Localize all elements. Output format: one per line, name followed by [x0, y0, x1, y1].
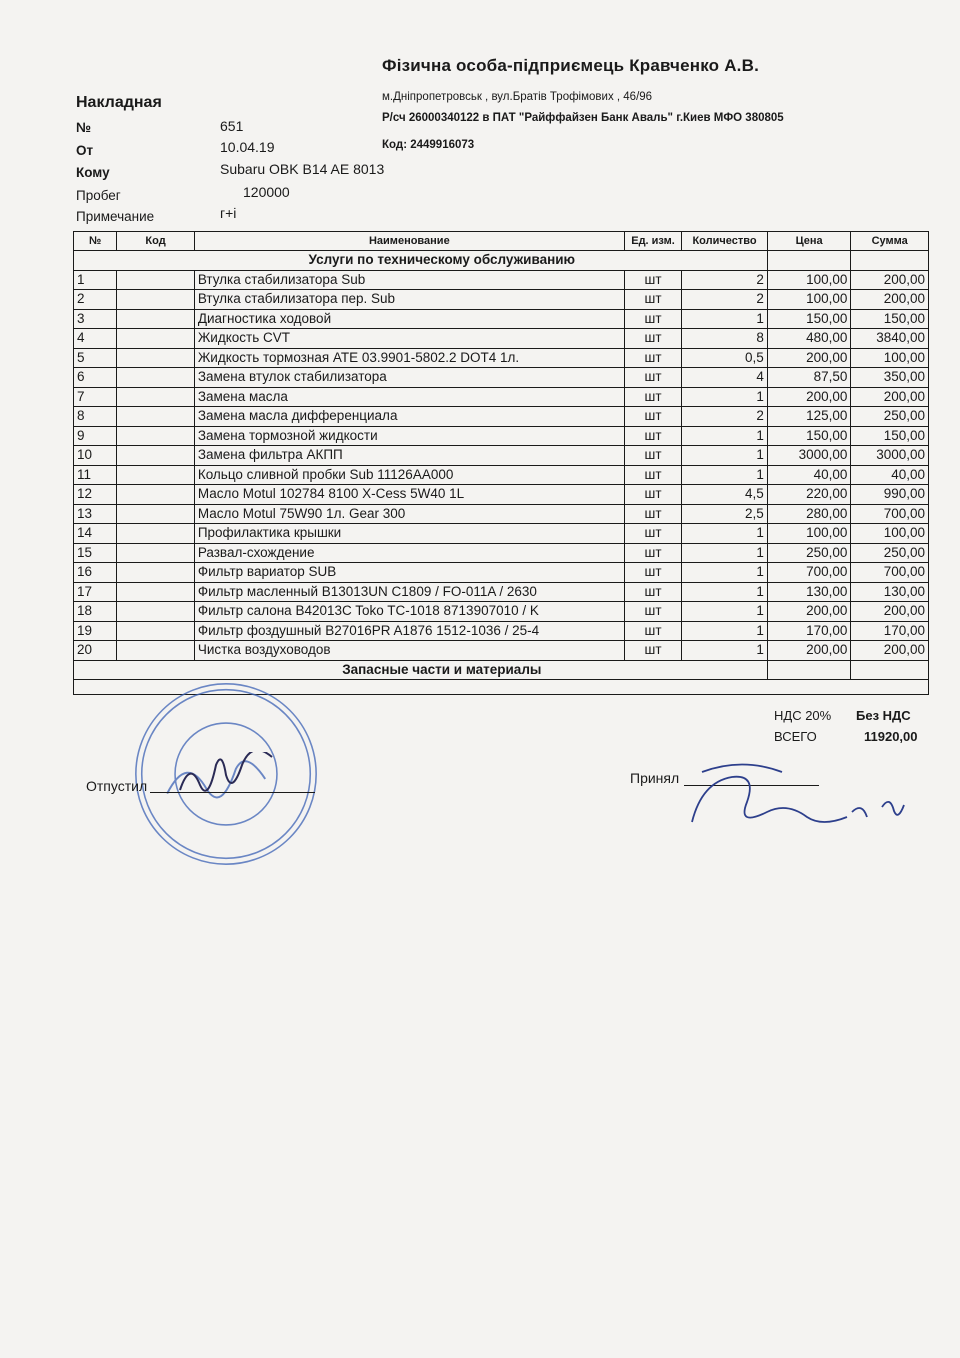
row-code	[117, 524, 195, 544]
row-unit: шт	[624, 621, 681, 641]
table-row	[74, 563, 929, 583]
row-number: 10	[74, 446, 117, 466]
table-row	[74, 407, 929, 427]
row-name: Фильтр фоздушный B27016PR A1876 1512-1036 / 25-4	[194, 621, 624, 641]
row-code	[117, 621, 195, 641]
row-number: 5	[74, 348, 117, 368]
row-sum: 200,00	[851, 602, 929, 622]
table-row	[74, 387, 929, 407]
row-unit: шт	[624, 309, 681, 329]
row-code	[117, 582, 195, 602]
row-code	[117, 426, 195, 446]
row-sum: 130,00	[851, 582, 929, 602]
row-unit: шт	[624, 485, 681, 505]
row-quantity: 1	[682, 387, 768, 407]
row-name: Втулка стабилизатора Sub	[194, 270, 624, 290]
table-row	[74, 290, 929, 310]
row-name: Замена масла дифференциала	[194, 407, 624, 427]
row-number: 1	[74, 270, 117, 290]
received-signature	[672, 752, 932, 842]
company-code: Код: 2449916073	[382, 139, 475, 151]
row-code	[117, 348, 195, 368]
row-name: Жидкость CVT	[194, 329, 624, 349]
table-row	[74, 504, 929, 524]
row-code	[117, 387, 195, 407]
row-number: 14	[74, 524, 117, 544]
row-sum: 700,00	[851, 504, 929, 524]
row-price: 480,00	[767, 329, 851, 349]
row-number: 15	[74, 543, 117, 563]
row-unit: шт	[624, 524, 681, 544]
row-code	[117, 563, 195, 583]
date-label: От	[76, 143, 94, 158]
row-code	[117, 290, 195, 310]
row-number: 20	[74, 641, 117, 661]
row-number: 2	[74, 290, 117, 310]
recipient-value: Subaru OBK B14 AE 8013	[220, 161, 385, 177]
row-quantity: 1	[682, 563, 768, 583]
row-code	[117, 504, 195, 524]
row-price: 40,00	[767, 465, 851, 485]
row-code	[117, 407, 195, 427]
table-row	[74, 641, 929, 661]
row-sum: 150,00	[851, 426, 929, 446]
row-quantity: 1	[682, 582, 768, 602]
company-account: Р/сч 26000340122 в ПАТ "Райффайзен Банк Аваль" г.Киев МФО 380805	[382, 112, 784, 124]
row-price: 200,00	[767, 602, 851, 622]
row-name: Масло Motul 75W90 1л. Gear 300	[194, 504, 624, 524]
section-row-services	[74, 251, 929, 271]
recipient-label: Кому	[76, 165, 110, 180]
row-unit: шт	[624, 563, 681, 583]
row-sum: 200,00	[851, 387, 929, 407]
row-quantity: 1	[682, 641, 768, 661]
row-quantity: 1	[682, 524, 768, 544]
row-unit: шт	[624, 602, 681, 622]
row-sum: 3840,00	[851, 329, 929, 349]
row-number: 4	[74, 329, 117, 349]
table-row	[74, 602, 929, 622]
table-row	[74, 309, 929, 329]
row-quantity: 1	[682, 543, 768, 563]
col-number: №	[74, 232, 117, 251]
total-value: 11920,00	[864, 729, 918, 744]
items-table	[73, 231, 929, 695]
row-unit: шт	[624, 465, 681, 485]
table-row	[74, 270, 929, 290]
released-signature	[170, 752, 310, 802]
row-name: Профилактика крышки	[194, 524, 624, 544]
row-unit: шт	[624, 582, 681, 602]
row-code	[117, 485, 195, 505]
row-price: 125,00	[767, 407, 851, 427]
row-quantity: 1	[682, 309, 768, 329]
table-row	[74, 348, 929, 368]
row-number: 11	[74, 465, 117, 485]
note-label: Примечание	[76, 209, 155, 224]
row-quantity: 0,5	[682, 348, 768, 368]
row-quantity: 2	[682, 290, 768, 310]
vat-value: Без НДС	[856, 708, 911, 723]
row-sum: 100,00	[851, 348, 929, 368]
row-code	[117, 465, 195, 485]
row-number: 3	[74, 309, 117, 329]
col-sum: Сумма	[851, 232, 929, 251]
row-name: Кольцо сливной пробки Sub 11126AA000	[194, 465, 624, 485]
row-number: 16	[74, 563, 117, 583]
row-sum: 200,00	[851, 290, 929, 310]
col-name: Наименование	[194, 232, 624, 251]
row-name: Жидкость тормозная ATE 03.9901-5802.2 DOT4 1л.	[194, 348, 624, 368]
row-unit: шт	[624, 641, 681, 661]
document-title: Накладная	[76, 94, 162, 111]
row-price: 150,00	[767, 309, 851, 329]
row-unit: шт	[624, 446, 681, 466]
row-quantity: 4,5	[682, 485, 768, 505]
row-code	[117, 329, 195, 349]
row-name: Фильтр вариатор SUB	[194, 563, 624, 583]
row-unit: шт	[624, 543, 681, 563]
row-number: 12	[74, 485, 117, 505]
row-sum: 250,00	[851, 543, 929, 563]
row-quantity: 8	[682, 329, 768, 349]
row-sum: 3000,00	[851, 446, 929, 466]
row-price: 220,00	[767, 485, 851, 505]
row-number: 9	[74, 426, 117, 446]
col-quantity: Количество	[682, 232, 768, 251]
row-quantity: 2	[682, 407, 768, 427]
row-number: 19	[74, 621, 117, 641]
row-price: 280,00	[767, 504, 851, 524]
row-unit: шт	[624, 407, 681, 427]
received-label: Принял	[630, 770, 680, 786]
row-name: Чистка воздуховодов	[194, 641, 624, 661]
row-code	[117, 309, 195, 329]
row-name: Замена масла	[194, 387, 624, 407]
row-number: 7	[74, 387, 117, 407]
row-number: 6	[74, 368, 117, 388]
section-parts-title: Запасные части и материалы	[117, 660, 768, 680]
row-quantity: 2,5	[682, 504, 768, 524]
table-row	[74, 621, 929, 641]
row-sum: 40,00	[851, 465, 929, 485]
vat-label: НДС 20%	[774, 708, 832, 723]
row-code	[117, 543, 195, 563]
row-quantity: 2	[682, 270, 768, 290]
row-name: Замена тормозной жидкости	[194, 426, 624, 446]
row-quantity: 1	[682, 426, 768, 446]
invoice-number: 651	[220, 118, 244, 134]
row-unit: шт	[624, 368, 681, 388]
mileage-label: Пробег	[76, 188, 121, 203]
row-unit: шт	[624, 426, 681, 446]
row-number: 17	[74, 582, 117, 602]
col-price: Цена	[767, 232, 851, 251]
table-row	[74, 582, 929, 602]
row-quantity: 1	[682, 465, 768, 485]
row-sum: 200,00	[851, 270, 929, 290]
number-label: №	[76, 120, 92, 135]
row-sum: 990,00	[851, 485, 929, 505]
note-value: г+і	[220, 205, 237, 221]
row-price: 100,00	[767, 524, 851, 544]
row-quantity: 1	[682, 602, 768, 622]
row-price: 3000,00	[767, 446, 851, 466]
row-sum: 170,00	[851, 621, 929, 641]
section-services-title: Услуги по техническому обслуживанию	[117, 251, 768, 271]
row-unit: шт	[624, 270, 681, 290]
row-number: 13	[74, 504, 117, 524]
row-price: 250,00	[767, 543, 851, 563]
row-name: Втулка стабилизатора пер. Sub	[194, 290, 624, 310]
col-code: Код	[117, 232, 195, 251]
row-number: 18	[74, 602, 117, 622]
row-price: 150,00	[767, 426, 851, 446]
row-code	[117, 270, 195, 290]
row-sum: 250,00	[851, 407, 929, 427]
company-address: м.Дніпропетровськ , вул.Братів Трофімових , 46/96	[382, 91, 653, 103]
row-sum: 350,00	[851, 368, 929, 388]
mileage-value: 120000	[243, 184, 290, 200]
row-unit: шт	[624, 329, 681, 349]
table-row	[74, 524, 929, 544]
table-row	[74, 329, 929, 349]
row-code	[117, 602, 195, 622]
row-price: 700,00	[767, 563, 851, 583]
table-row	[74, 543, 929, 563]
row-name: Фильтр масленный B13013UN C1809 / FO-011A / 2630	[194, 582, 624, 602]
row-name: Фильтр салона B42013C Toko TC-1018 8713907010 / K	[194, 602, 624, 622]
row-name: Замена фильтра АКПП	[194, 446, 624, 466]
row-sum: 700,00	[851, 563, 929, 583]
table-header-row	[74, 232, 929, 251]
invoice-date: 10.04.19	[220, 139, 275, 155]
row-price: 100,00	[767, 290, 851, 310]
row-code	[117, 368, 195, 388]
row-unit: шт	[624, 290, 681, 310]
row-code	[117, 446, 195, 466]
row-name: Масло Motul 102784 8100 X-Cess 5W40 1L	[194, 485, 624, 505]
row-price: 87,50	[767, 368, 851, 388]
row-price: 170,00	[767, 621, 851, 641]
col-unit: Ед. изм.	[624, 232, 681, 251]
table-row	[74, 426, 929, 446]
row-price: 200,00	[767, 348, 851, 368]
row-sum: 100,00	[851, 524, 929, 544]
row-unit: шт	[624, 387, 681, 407]
row-unit: шт	[624, 504, 681, 524]
total-label: ВСЕГО	[774, 729, 817, 744]
table-row	[74, 368, 929, 388]
table-row	[74, 465, 929, 485]
row-sum: 200,00	[851, 641, 929, 661]
row-unit: шт	[624, 348, 681, 368]
row-price: 200,00	[767, 387, 851, 407]
row-name: Замена втулок стабилизатора	[194, 368, 624, 388]
row-name: Диагностика ходовой	[194, 309, 624, 329]
row-quantity: 1	[682, 621, 768, 641]
row-code	[117, 641, 195, 661]
table-row	[74, 446, 929, 466]
row-price: 200,00	[767, 641, 851, 661]
row-quantity: 1	[682, 446, 768, 466]
row-name: Развал-схождение	[194, 543, 624, 563]
released-label: Отпустил	[86, 778, 148, 794]
row-price: 130,00	[767, 582, 851, 602]
table-row	[74, 485, 929, 505]
company-name: Фізична особа-підприємець Кравченко А.В.	[382, 56, 759, 75]
row-price: 100,00	[767, 270, 851, 290]
row-quantity: 4	[682, 368, 768, 388]
row-number: 8	[74, 407, 117, 427]
row-sum: 150,00	[851, 309, 929, 329]
